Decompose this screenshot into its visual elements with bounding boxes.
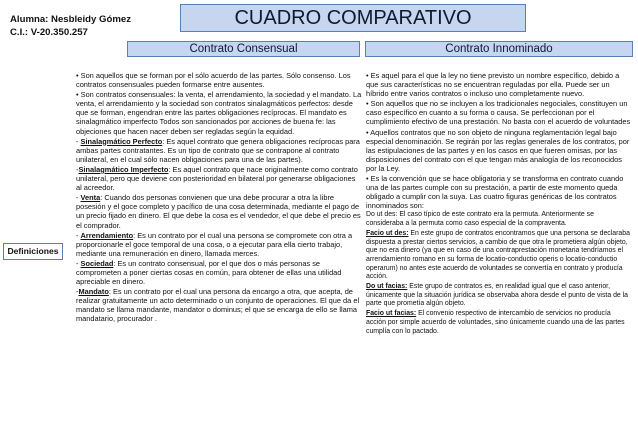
author-name: Alumna: Nesbleidy Gómez (10, 14, 132, 25)
term-label: Venta (80, 193, 101, 203)
definition-sociedad: - Sociedad: Es un contrato consensual, por el que dos o más personas se comprometen a poner ciertas cosas en común, para obtener de ellas una utilidad apreciable en dinero. (76, 258, 342, 287)
innominado-paragraph: • Es la convención que se hace obligatoria y se transforma en contrato cuando una de las partes cumple con su prestación, a partir de este momento queda obligado a cumplir con la suya. Las cuatro figuras genéricas de los contratos innominados son: (366, 174, 624, 211)
innominado-paragraph: • Aquellos contratos que no son objeto de ninguna reglamentación legal bajo especial denominación. Se regirán por las reglas generales de los contratos, por las estipulaciones de las partes y en los casos en que fueren omisas, por las disposiciones del contrato con el que tengan más analogía de los reconocidos por la Ley. (366, 127, 630, 173)
term-label: Sinalagmático Imperfecto (78, 164, 169, 174)
innominado-figures (366, 211, 632, 336)
definition-sinalagmatico-imperfecto: -Sinalagmático Imperfecto: Es aquel contrato que nace originalmente como contrato unilateral, pero que deviene con posterioridad en bilateral por generarse obligaciones al acreedor. (76, 164, 358, 193)
term-label: Do ut facias: (366, 283, 408, 291)
definition-do-ut-des: Do ut des: El caso típico de este contrato era la permuta. Anteriormente se consideraba a la permuta como caso especial de la compraventa. (366, 211, 594, 228)
term-label: Arrendamiento (80, 230, 134, 240)
term-text: : Es un contrato consensual, por el que dos o más personas se comprometen a poner ciertas cosas en común, para obtener de ellas una utilidad apreciable en dinero. (76, 258, 342, 287)
definition-facio-ut-facias (366, 310, 632, 336)
innominado-paragraph: • Son aquellos que no se incluyen a los tradicionales negociales, constituyen un caso específico en cuanto a su forma o causa. Se perfeccionan por el cumplimiento efectivo de una prestación. No basta con el acuerdo de voluntades (366, 99, 631, 127)
term-text: : Cuando dos personas convienen que una debe procurar a otra la libre posesión y el goce completo y pacífico de una cosa determinada, mediante el pago de un precio fijado en dinero. El que debe la cosa es el vendedor, el que debe el precio es el comprador. (76, 193, 361, 230)
column-heading-innominado: Contrato Innominado (365, 41, 633, 57)
definition-arrendamiento: - Arrendamiento: Es un contrato por el cual una persona se compromete con otra a proporcionarle el goce temporal de una cosa, o a ejecutar para ella cierto trabajo, mediante una remuneración en dinero, llamada merces. (76, 230, 353, 258)
consensual-column (76, 71, 362, 325)
term-text: Este grupo de contratos es, en realidad igual que el caso anterior, únicamente que la situación jurídica se observaba ahora desde el punto de vista de la parte que prometía algún objeto. (366, 283, 629, 308)
term-text: : Es aquel contrato que nace originalmente como contrato unilateral, pero que deviene con posterioridad en bilateral por generarse obligaciones al acreedor. (76, 164, 358, 193)
definition-venta: - Venta: Cuando dos personas convienen que una debe procurar a otra la libre posesión y el goce completo y pacífico de una cosa determinada, mediante el pago de un precio fijado en dinero. El que debe la cosa es el vendedor, el que debe el precio es el comprador. (76, 193, 361, 230)
innominado-column (366, 71, 632, 337)
term-label: Mandato (78, 287, 109, 297)
page-title: CUADRO COMPARATIVO (180, 4, 526, 32)
author-id: C.I.: V-20.350.257 (10, 27, 88, 38)
term-text: : Es un contrato por el cual una persona da encargo a otra, que acepta, de realizar gratuitamente un acto determinado o un conjunto de operaciones. El que da el mandato se llama mandante, mandator o dominus; el que se encarga de ello se llama mandatario, procurador . (76, 287, 360, 324)
term-text: En este grupo de contratos encontramos que una persona se declaraba dispuesta a prestar ciertos servicios, a cambio de que otra le prometiera algún objeto, que no era dinero (ya que en caso de una contraprestación monetaria tendríamos el arrendamiento romano en su forma de locatio-conductio operis o locatio-conductio operarum) no antes este acuerdo de voluntades se convertía en contrato y producía acción. (366, 229, 630, 281)
term-label: Sociedad (80, 258, 114, 268)
column-heading-consensual: Contrato Consensual (127, 41, 360, 57)
author-info (10, 13, 131, 39)
consensual-paragraph: • Son aquellos que se forman por el sólo acuerdo de las partes. Sólo consenso. Los contratos consensuales pueden formarse entre ausentes. (76, 71, 351, 90)
term-text: : Es aquel contrato que genera obligaciones recíprocas para ambas partes contratantes. Es un tipo de contrato que se contrapone al contrato unilateral, en el cual sólo nacen obligaciones para una de las partes). (76, 136, 360, 164)
term-label: Facio ut facias: (366, 310, 417, 318)
definition-do-ut-facias (366, 283, 632, 309)
definition-facio-ut-des (366, 230, 632, 282)
term-text: El convenio respectivo de intercambio de servicios no producía acción por simple acuerdo de voluntades, sino únicamente cuando una de las partes cumplía con lo pactado. (366, 310, 625, 335)
row-label-definiciones: Definiciones (3, 243, 63, 260)
term-label: Facio ut des: (366, 229, 409, 237)
definition-sinalagmatico-perfecto: - Sinalagmático Perfecto: Es aquel contrato que genera obligaciones recíprocas para ambas partes contratantes. Es un tipo de contrato que se contrapone al contrato unilateral, en el cual sólo nacen obligaciones para una de las partes). (76, 136, 360, 164)
term-text: : Es un contrato por el cual una persona se compromete con otra a proporcionarle el goce temporal de una cosa, o a ejecutar para ella cierto trabajo, mediante una remuneración en dinero, llamada merces. (76, 230, 353, 258)
consensual-paragraph: • Son contratos consensuales: la venta, el arrendamiento, la sociedad y el mandato. La venta, el arrendamiento y la sociedad son contratos sinalagmáticos perfectos: desde que se forman, engendran entre las partes obligaciones recíprocas. El mandato es sinalagmático imperfecto Todos son sancionados por acciones de buena fe: las objeciones que hacen nacer deben ser regladas según la equidad. (76, 90, 362, 136)
term-label: Sinalagmático Perfecto (80, 136, 163, 146)
definition-mandato: -Mandato: Es un contrato por el cual una persona da encargo a otra, que acepta, de realizar gratuitamente un acto determinado o un conjunto de operaciones. El que da el mandato se llama mandante, mandator o dominus; el que se encarga de ello se llama mandatario, procurador . (76, 287, 360, 324)
innominado-paragraph: • Es aquel para el que la ley no tiene previsto un nombre específico, debido a que sus características no se encuentran reguladas por ella. Puede ser un híbrido entre varios contratos o incluso uno completamente nuevo. (366, 71, 620, 99)
